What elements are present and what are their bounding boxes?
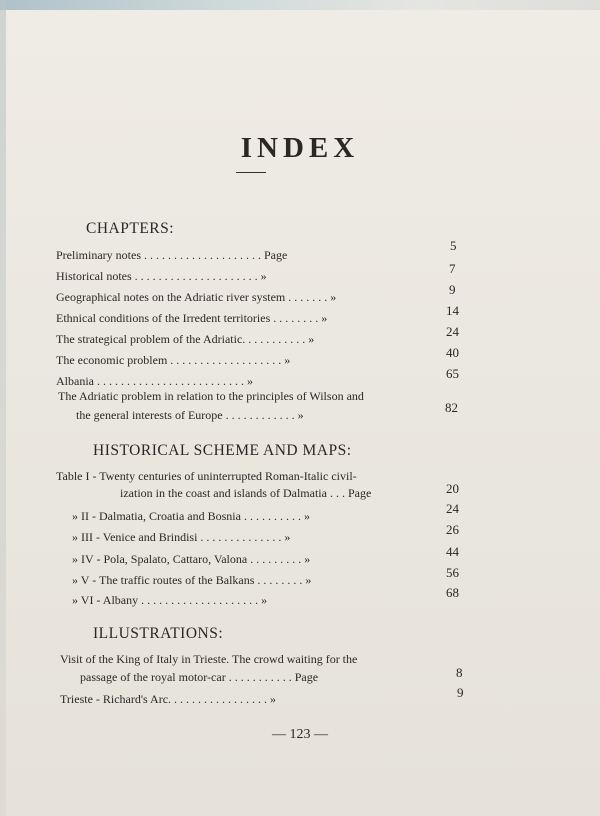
- chapter-entry: Ethnical conditions of the Irredent territories . . . . . . . . »: [56, 311, 328, 325]
- map-entry: Table I - Twenty centuries of uninterrupted Roman-Italic civil-: [56, 469, 357, 483]
- map-page-number: 68: [446, 585, 459, 600]
- illustration-entry-continued: passage of the royal motor-car . . . . . . . . . . . Page: [80, 670, 319, 684]
- chapter-page-number: 7: [449, 261, 456, 276]
- illustration-entry: Visit of the King of Italy in Trieste. The crowd waiting for the: [60, 652, 358, 666]
- map-entry: » III - Venice and Brindisi . . . . . . . . . . . . . . »: [72, 530, 291, 544]
- map-page-number: 56: [446, 565, 459, 580]
- chapter-page-number: 5: [450, 238, 457, 253]
- map-entry: » VI - Albany . . . . . . . . . . . . . . . . . . . . »: [72, 593, 268, 607]
- map-entry-continued: ization in the coast and islands of Dalmatia . . . Page: [120, 486, 372, 500]
- page-left-edge: [0, 0, 6, 816]
- illustration-page-number: 9: [457, 685, 464, 700]
- map-entry: » V - The traffic routes of the Balkans . . . . . . . . »: [72, 573, 312, 587]
- map-page-number: 24: [446, 501, 459, 516]
- chapter-entry: The Adriatic problem in relation to the principles of Wilson and: [58, 389, 364, 403]
- page-top-edge: [0, 0, 600, 10]
- chapter-entry: Geographical notes on the Adriatic river system . . . . . . . »: [56, 290, 337, 304]
- chapter-entry: Historical notes . . . . . . . . . . . . . . . . . . . . . »: [56, 269, 267, 283]
- chapter-page-number: 24: [446, 324, 459, 339]
- map-entry: » II - Dalmatia, Croatia and Bosnia . . . . . . . . . . »: [72, 509, 310, 523]
- chapter-page-number: 14: [446, 303, 459, 318]
- chapter-entry: The economic problem . . . . . . . . . . . . . . . . . . . »: [56, 353, 291, 367]
- title-underline: [236, 172, 266, 173]
- chapter-entry: Albania . . . . . . . . . . . . . . . . . . . . . . . . . »: [56, 374, 253, 388]
- illustrations-heading: ILLUSTRATIONS:: [93, 625, 224, 642]
- chapter-entry: Preliminary notes . . . . . . . . . . . . . . . . . . . . Page: [56, 248, 288, 262]
- map-page-number: 44: [446, 544, 459, 559]
- maps-heading: HISTORICAL SCHEME AND MAPS:: [93, 442, 352, 459]
- illustration-entry: Trieste - Richard's Arc. . . . . . . . . . . . . . . . . »: [60, 692, 277, 706]
- chapter-entry: The strategical problem of the Adriatic. . . . . . . . . . . »: [56, 332, 315, 346]
- page-title: INDEX: [240, 132, 360, 164]
- illustration-page-number: 8: [456, 665, 463, 680]
- chapter-page-number: 65: [446, 366, 459, 381]
- page-number-footer: — 123 —: [272, 727, 328, 742]
- chapter-entry-continued: the general interests of Europe . . . . . . . . . . . . »: [76, 408, 304, 422]
- map-entry: » IV - Pola, Spalato, Cattaro, Valona . . . . . . . . . »: [72, 552, 311, 566]
- chapter-page-number: 40: [446, 345, 459, 360]
- chapter-page-number: 9: [449, 282, 456, 297]
- chapter-page-number: 82: [445, 400, 458, 415]
- map-page-number: 26: [446, 522, 459, 537]
- chapters-heading: CHAPTERS:: [86, 220, 175, 237]
- map-page-number: 20: [446, 481, 459, 496]
